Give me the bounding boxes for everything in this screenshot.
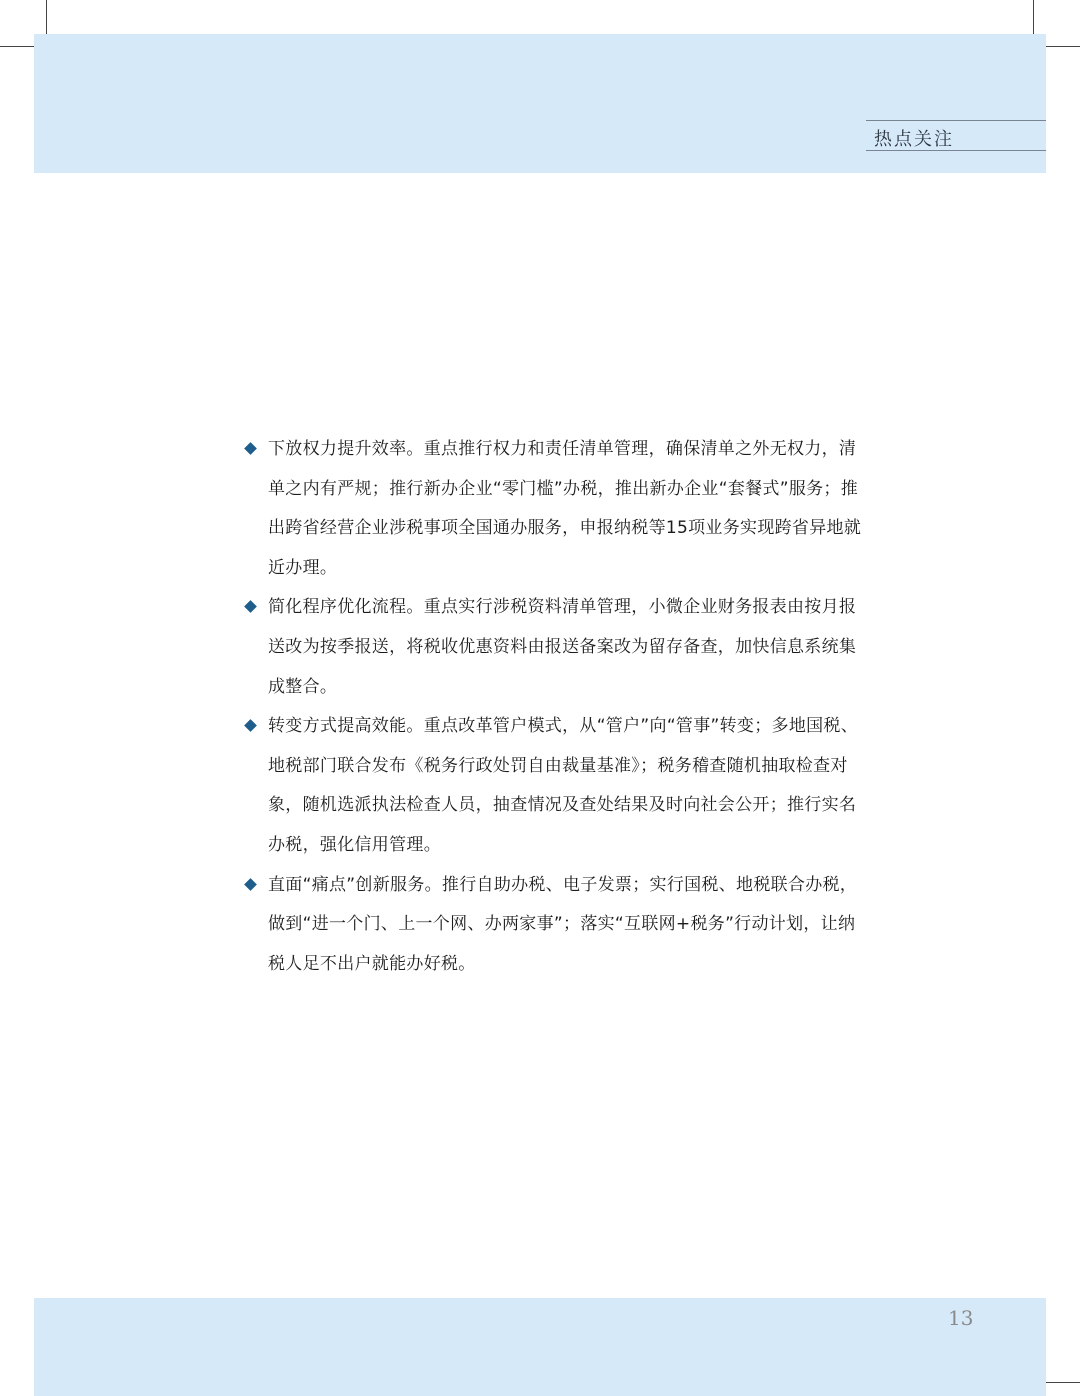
section-title: 热点关注 xyxy=(874,129,954,150)
list-item-text: 直面“痛点”创新服务。推行自助办税、电子发票；实行国税、地税联合办税，做到“进一个门、上一个网、办两家事”；落实“互联网+税务”行动计划，让纳税人足不出户就能办好税。 xyxy=(268,874,858,974)
list-item-text: 下放权力提升效率。重点推行权力和责任清单管理，确保清单之外无权力，清单之内有严规；推行新办企业“零门槛”办税，推出新办企业“套餐式”服务；推出跨省经营企业涉税事项全国通办服务，申报纳税等15项业务实现跨省异地就近办理。 xyxy=(268,439,862,578)
list-item-text: 简化程序优化流程。重点实行涉税资料清单管理，小微企业财务报表由按月报送改为按季报送，将税收优惠资料由报送备案改为留存备查，加快信息系统集成整合。 xyxy=(268,597,857,697)
diamond-bullet-icon xyxy=(244,442,257,455)
list-item xyxy=(244,866,864,985)
crop-mark xyxy=(1033,0,1034,34)
diamond-bullet-icon xyxy=(244,719,257,732)
list-item-text: 转变方式提高效能。重点改革管户模式，从“管户”向“管事”转变；多地国税、地税部门联合发布《税务行政处罚自由裁量基准》；税务稽查随机抽取检查对象，随机选派执法检查人员，抽查情况及查处结果及时向社会公开；推行实名办税，强化信用管理。 xyxy=(268,716,859,855)
diamond-bullet-icon xyxy=(244,878,257,891)
footer-band xyxy=(34,1298,1046,1396)
crop-mark xyxy=(0,46,34,47)
crop-mark xyxy=(1046,46,1080,47)
header-band xyxy=(34,34,1046,173)
section-header xyxy=(866,120,1046,151)
list-item xyxy=(244,707,864,865)
crop-mark xyxy=(1046,1382,1080,1383)
page-number: 13 xyxy=(948,1306,974,1330)
list-item xyxy=(244,430,864,588)
crop-mark xyxy=(46,0,47,34)
content-list xyxy=(244,430,864,984)
list-item xyxy=(244,588,864,707)
diamond-bullet-icon xyxy=(244,601,257,614)
